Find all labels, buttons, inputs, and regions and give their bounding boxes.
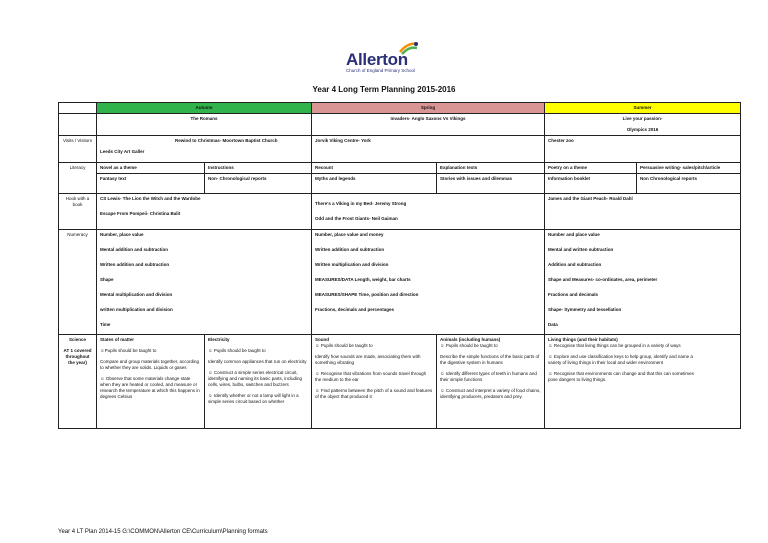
science-topic-title: Sound — [315, 337, 329, 342]
numeracy-autumn — [97, 230, 312, 335]
literacy-cell: Fantasy text — [97, 174, 205, 194]
logo-subtitle: Church of England Primary School — [346, 68, 416, 73]
science-point: ☺ Construct and interpret a variety of food chains, identifying producers, predators and prey. — [440, 388, 541, 399]
science-point: ☺ Identify whether or not a lamp will light in a simple series circuit based on whether — [208, 393, 299, 404]
numeracy-item: Mental addition and subtraction — [100, 247, 169, 252]
science-point: Compare and group materials together, according to whether they are solids. Liquids or gases — [100, 359, 200, 370]
literacy-cell: Recount — [312, 163, 437, 174]
science-row — [59, 335, 741, 429]
science-topic-title: Animals (including humans) — [440, 337, 501, 342]
literacy-cell: Poetry on a theme — [545, 163, 637, 174]
term-summer: Summer — [545, 103, 741, 114]
hook-spring-1: There's a Viking in my Bed- Jeremy Strong — [315, 201, 407, 206]
numeracy-item: Written multiplication and division — [315, 262, 389, 267]
hook-autumn-2: Escape From Pompeii- Christina Balit — [100, 211, 181, 216]
numeracy-summer — [545, 230, 741, 335]
science-autumn-2 — [205, 335, 312, 429]
page-footer: Year 4 LT Plan 2014-15 G:\COMMON\Allerton CE\Curriculum\Planning formats — [58, 529, 268, 535]
school-logo — [340, 40, 440, 76]
science-point: Identify common appliances that run on electricity — [208, 359, 307, 364]
numeracy-item: MEASURES/SHAPE Time, position and direction — [315, 292, 419, 297]
science-topic-title: Electricity — [208, 337, 230, 342]
science-spring-1 — [312, 335, 437, 429]
science-point: ☺ Recognise that vibrations from sounds travel through the medium to the ear — [315, 371, 427, 382]
visits-autumn-2: Leeds City Art Galler — [100, 149, 145, 154]
term-header-row — [59, 103, 741, 114]
blank-cell — [59, 114, 97, 136]
logo-emblem-icon — [398, 40, 420, 56]
hook-spring-2: Odd and the Frost Giants- Neil Gaiman — [315, 216, 398, 221]
row-label-hook: Hook with a book — [59, 194, 97, 230]
science-note: AT 1 covered throughout the year) — [63, 348, 92, 365]
science-topic-title: States of matter — [100, 337, 135, 342]
literacy-cell: Novel as a theme — [97, 163, 205, 174]
numeracy-item: Shape — [100, 277, 114, 282]
numeracy-item: Shape and Measures- co-ordinates, area, perimeter — [548, 277, 658, 282]
literacy-row-1 — [59, 163, 741, 174]
numeracy-spring — [312, 230, 545, 335]
numeracy-item: Mental multiplication and division — [100, 292, 173, 297]
row-label-visits: Visits / Visitors — [59, 136, 97, 163]
term-spring: Spring — [312, 103, 545, 114]
row-label-literacy: Literacy — [59, 163, 97, 194]
literacy-cell: Information booklet — [545, 174, 637, 194]
numeracy-item: Shape- Symmetry and tessellation — [548, 307, 622, 312]
science-point: ☺ Find patterns between the pitch of a sound and features of the object that produced it — [315, 388, 433, 399]
science-label: Science — [68, 337, 86, 342]
science-summer — [545, 335, 741, 429]
numeracy-item: Fractions and decimals — [548, 292, 599, 297]
science-point: Describe the simple functions of the basic parts of the digestive system in humans — [440, 354, 540, 365]
theme-autumn: The Romans — [97, 114, 312, 136]
numeracy-item: Mental and written subtraction — [548, 247, 614, 252]
theme-summer-line2: Olympics 2016 — [626, 127, 659, 132]
hook-autumn-1: CS Lewis- The Lion the Witch and the Wardobe — [100, 196, 201, 201]
numeracy-item: Written addition and subtraction — [100, 262, 170, 267]
science-point: ☺ Identify different types of teeth in humans and their simple functions — [440, 371, 537, 382]
theme-summer — [545, 114, 741, 136]
row-label-numeracy: Numeracy — [59, 230, 97, 335]
science-point: Identify how sounds are made, associating them with something vibrating — [315, 354, 421, 365]
literacy-cell: Persuasive writing- sales/pitch/article — [637, 163, 741, 174]
literacy-cell: Stories with issues and dilemmas — [437, 174, 545, 194]
numeracy-item: Data — [548, 322, 558, 327]
visits-autumn — [97, 136, 312, 163]
row-label-science — [59, 335, 97, 429]
science-point: ☺ Pupils should be taught to — [315, 343, 373, 348]
science-point: ☺ Recognise that living things can be grouped in a variety of ways — [548, 343, 681, 348]
hook-summer: James and the Giant Peach- Roald Dahl — [545, 194, 741, 230]
literacy-cell: Explanation texts — [437, 163, 545, 174]
science-point: ☺ Observe that some materials change state when they are heated or cooled, and measure or research the temperature at which this happens in degrees Celsius — [100, 376, 200, 399]
blank-cell — [59, 103, 97, 114]
numeracy-row — [59, 230, 741, 335]
hook-autumn — [97, 194, 312, 230]
numeracy-item: MEASURES/DATA Length, weight, bar charts — [315, 277, 411, 282]
science-point: ☺ Explore and use classification keys to help group, identify and name a variety of living things in their local and wider environment — [548, 354, 693, 365]
numeracy-item: Written addition and subtraction — [315, 247, 385, 252]
numeracy-item: Addition and subtraction — [548, 262, 602, 267]
visits-summer: Chester zoo — [545, 136, 741, 163]
literacy-cell: Non- Chronological reports — [205, 174, 312, 194]
page-title: Year 4 Long Term Planning 2015-2016 — [312, 85, 456, 94]
science-point: ☺ Construct a simple series electrical circuit, identifying and naming its basic parts, including cells, wires, bulbs, switches and buzzers — [208, 370, 303, 387]
logo-wordmark: Allerton — [346, 50, 408, 69]
literacy-cell: Instructions — [205, 163, 312, 174]
numeracy-item: written multiplication and division — [100, 307, 173, 312]
numeracy-item: Time — [100, 322, 111, 327]
science-autumn-1 — [97, 335, 205, 429]
visits-autumn-1: Rewind to Christmas- Moortown Baptist Church — [175, 138, 278, 143]
hook-spring — [312, 194, 545, 230]
hook-row — [59, 194, 741, 230]
science-spring-2 — [437, 335, 545, 429]
literacy-cell: Non Chronological reports — [637, 174, 741, 194]
visits-row — [59, 136, 741, 163]
term-autumn: Autumn — [97, 103, 312, 114]
visits-spring: Jorvik Viking Centre- York — [312, 136, 545, 163]
science-point: ☺Pupils should be taught to — [100, 348, 157, 353]
planning-table — [58, 102, 741, 429]
numeracy-item: Number, place value — [100, 232, 144, 237]
science-point: ☺ Recognise that environments can change and that this can sometimes pose dangers to living things. — [548, 371, 694, 382]
literacy-row-2 — [59, 174, 741, 194]
theme-row — [59, 114, 741, 136]
numeracy-item: Number and place value — [548, 232, 600, 237]
theme-spring: Invaders- Anglo Saxons Vs Vikings — [312, 114, 545, 136]
science-point: ☺ Pupils should be taught to — [208, 348, 266, 353]
theme-summer-line1: Live your passion- — [622, 116, 663, 121]
science-point: ☺ Pupils should be taught to — [440, 343, 498, 348]
numeracy-item: Fractions, decimals and percentages — [315, 307, 395, 312]
literacy-cell: Myths and legends — [312, 174, 437, 194]
science-topic-title: Living things (and their habitats) — [548, 337, 618, 342]
numeracy-item: Number, place value and money — [315, 232, 384, 237]
